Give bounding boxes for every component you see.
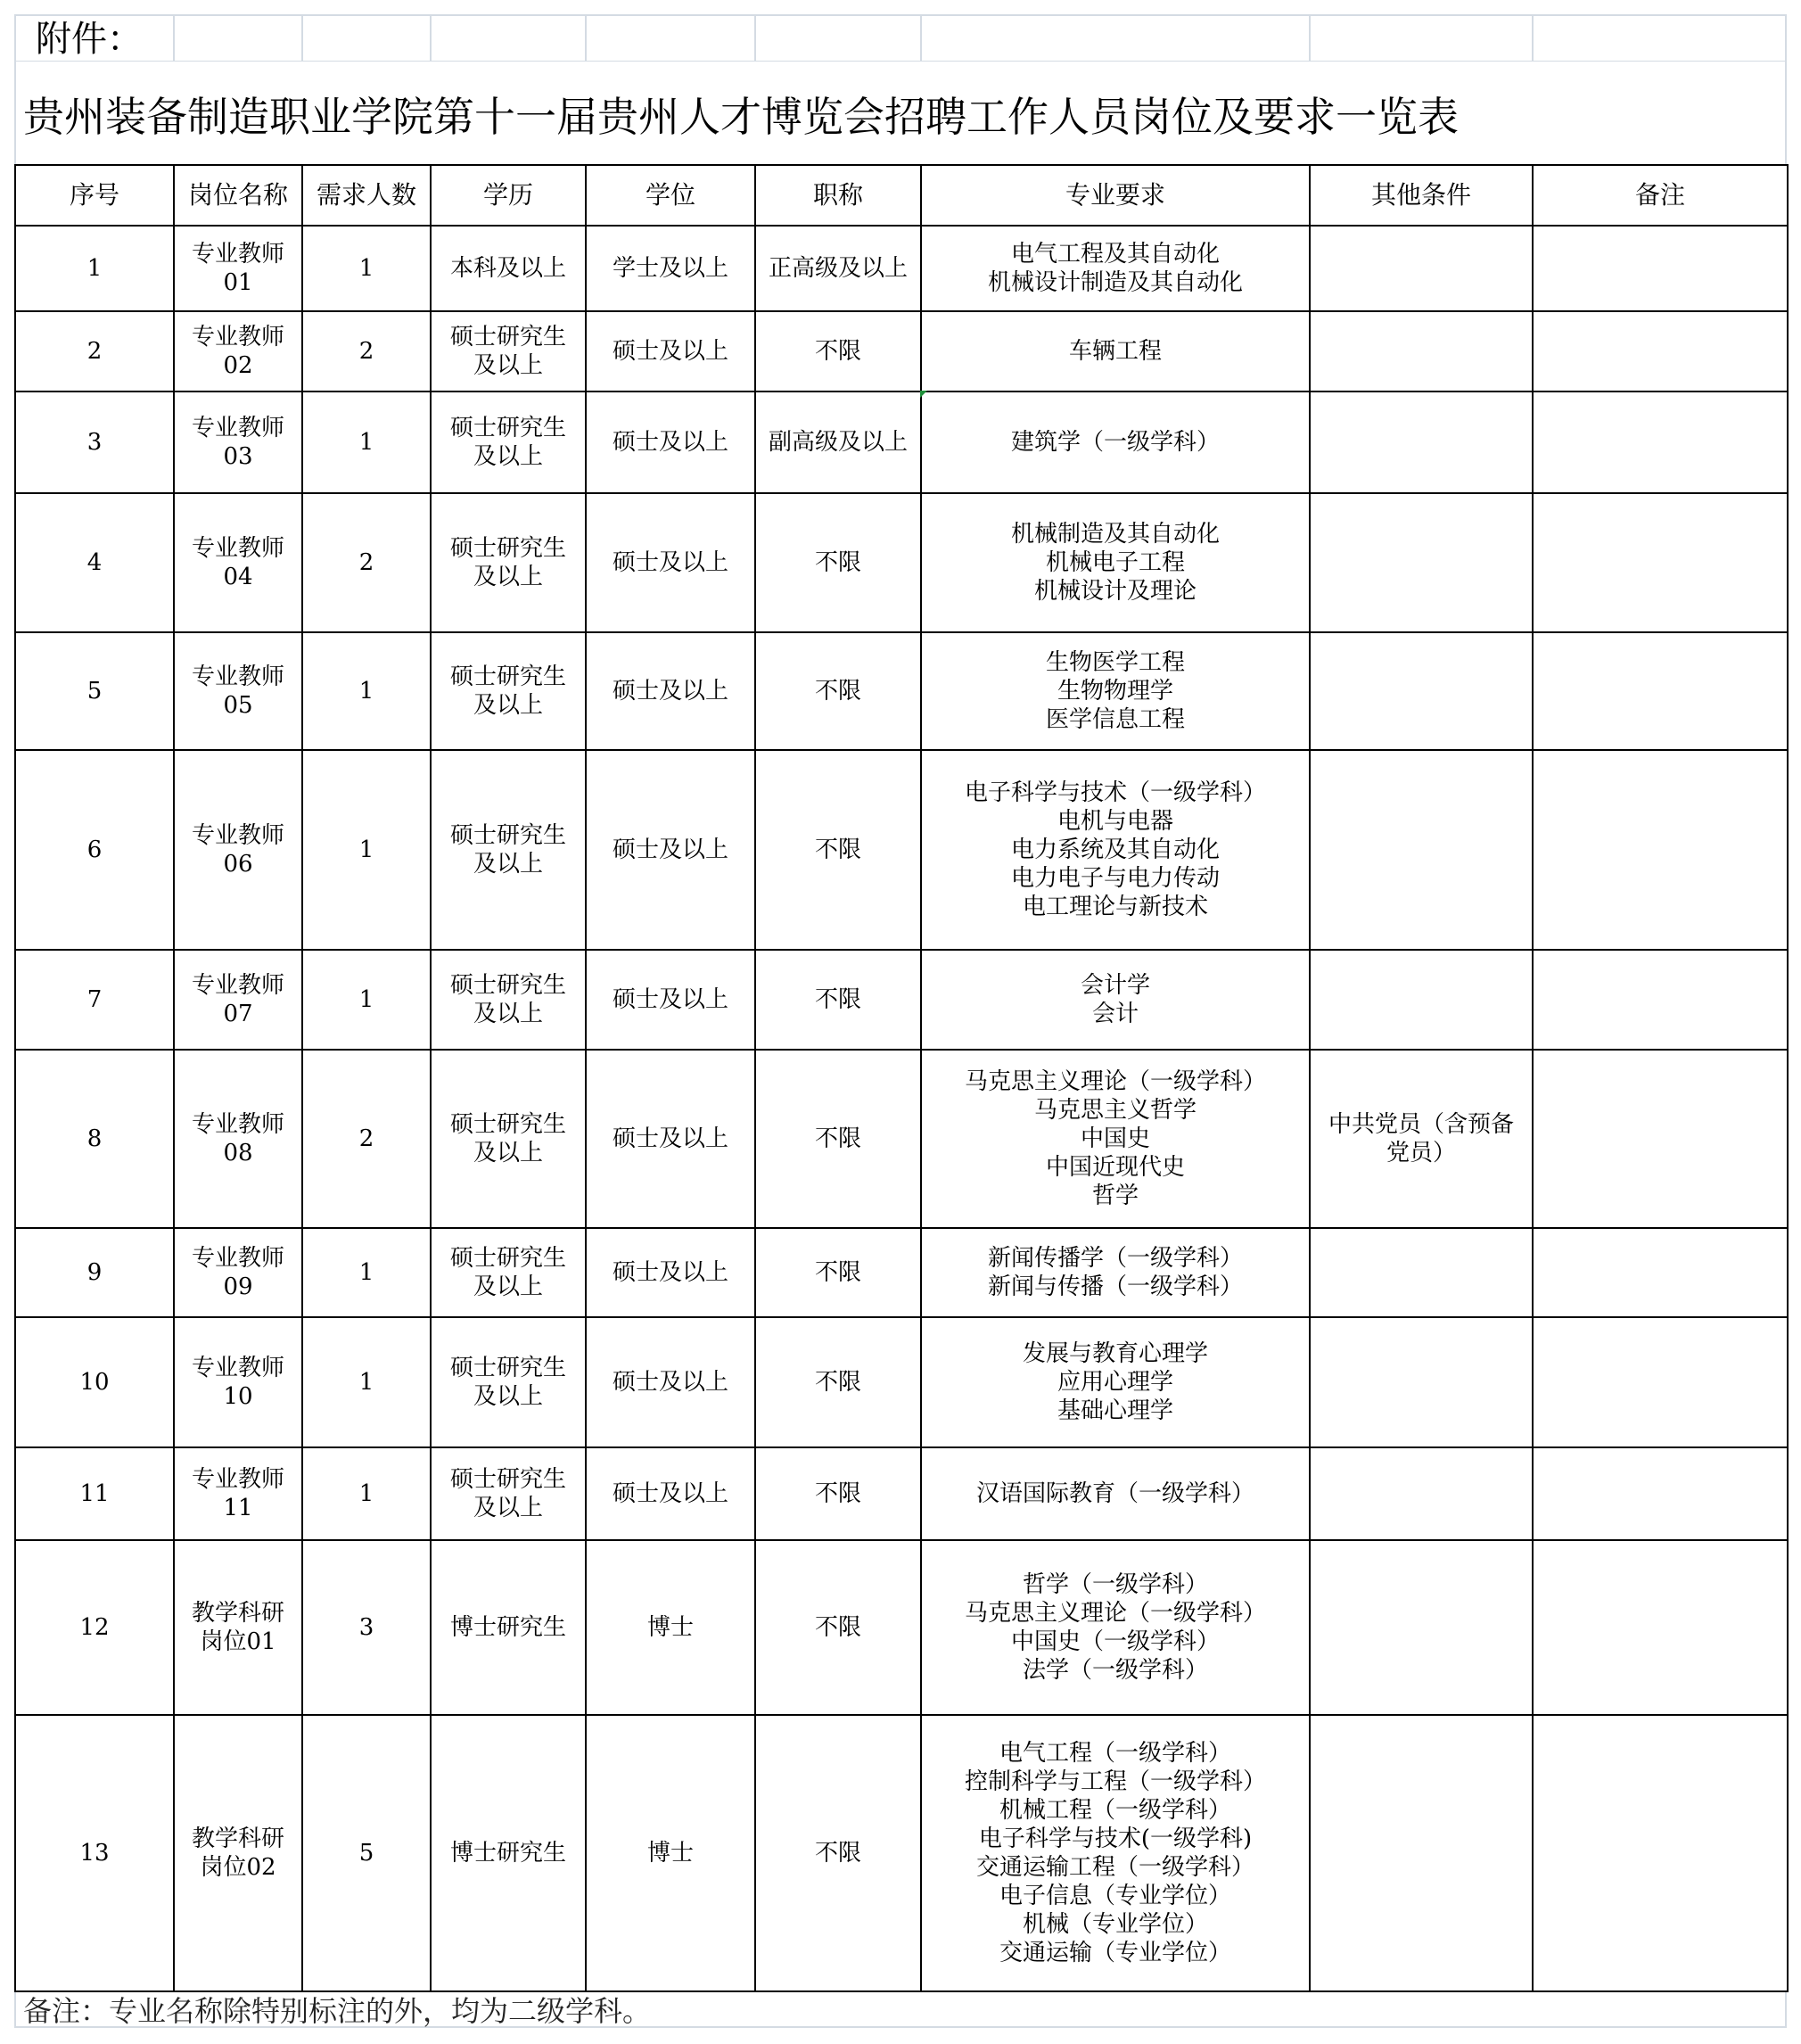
table-row — [15, 1317, 1788, 1447]
row-number-cell: 9 — [15, 1228, 174, 1317]
degree-cell: 硕士及以上 — [586, 750, 755, 950]
headcount-cell: 1 — [302, 1228, 431, 1317]
headcount-cell: 1 — [302, 391, 431, 493]
row-number-cell: 3 — [15, 391, 174, 493]
professional-title-cell: 不限 — [755, 1050, 921, 1228]
other-conditions-cell — [1310, 1228, 1533, 1317]
major-requirements-cell: 建筑学（一级学科） — [921, 391, 1310, 493]
degree-cell: 硕士及以上 — [586, 1228, 755, 1317]
title-row — [14, 62, 1787, 164]
remarks-cell — [1533, 311, 1788, 391]
position-name-cell: 专业教师 08 — [174, 1050, 302, 1228]
major-requirements-cell: 车辆工程 — [921, 311, 1310, 391]
position-name-cell: 专业教师 02 — [174, 311, 302, 391]
table-row — [15, 1050, 1788, 1228]
professional-title-cell: 不限 — [755, 1540, 921, 1715]
header-row — [15, 165, 1788, 226]
other-conditions-cell: 中共党员（含预备 党员） — [1310, 1050, 1533, 1228]
major-requirements-cell: 哲学（一级学科） 马克思主义理论（一级学科） 中国史（一级学科） 法学（一级学科） — [921, 1540, 1310, 1715]
headcount-cell: 1 — [302, 950, 431, 1050]
table-row — [15, 950, 1788, 1050]
remarks-cell — [1533, 1715, 1788, 1991]
remarks-cell — [1533, 493, 1788, 632]
degree-cell: 硕士及以上 — [586, 950, 755, 1050]
education-cell: 本科及以上 — [431, 226, 586, 311]
remarks-cell — [1533, 632, 1788, 750]
headcount-cell: 3 — [302, 1540, 431, 1715]
degree-cell: 博士 — [586, 1715, 755, 1991]
other-conditions-cell — [1310, 226, 1533, 311]
remarks-cell — [1533, 1050, 1788, 1228]
remarks-cell — [1533, 750, 1788, 950]
headcount-cell: 2 — [302, 311, 431, 391]
degree-cell: 硕士及以上 — [586, 311, 755, 391]
position-name-cell: 专业教师 07 — [174, 950, 302, 1050]
position-name-cell: 专业教师 09 — [174, 1228, 302, 1317]
other-conditions-cell — [1310, 750, 1533, 950]
degree-cell: 博士 — [586, 1540, 755, 1715]
major-requirements-cell: 发展与教育心理学 应用心理学 基础心理学 — [921, 1317, 1310, 1447]
table-row — [15, 1540, 1788, 1715]
position-name-cell: 专业教师 04 — [174, 493, 302, 632]
education-cell: 硕士研究生 及以上 — [431, 1317, 586, 1447]
major-requirements-cell: 电子科学与技术（一级学科） 电机与电器 电力系统及其自动化 电力电子与电力传动 电工理论与新技术 — [921, 750, 1310, 950]
header-cell: 职称 — [755, 165, 921, 226]
headcount-cell: 1 — [302, 750, 431, 950]
professional-title-cell: 不限 — [755, 1447, 921, 1540]
other-conditions-cell — [1310, 493, 1533, 632]
major-requirements-cell: 机械制造及其自动化 机械电子工程 机械设计及理论 — [921, 493, 1310, 632]
degree-cell: 硕士及以上 — [586, 1317, 755, 1447]
remarks-cell — [1533, 1540, 1788, 1715]
header-cell: 备注 — [1533, 165, 1788, 226]
major-requirements-cell: 新闻传播学（一级学科） 新闻与传播（一级学科） — [921, 1228, 1310, 1317]
degree-cell: 硕士及以上 — [586, 391, 755, 493]
row-number-cell: 5 — [15, 632, 174, 750]
major-requirements-cell: 汉语国际教育（一级学科） — [921, 1447, 1310, 1540]
major-requirements-cell: 生物医学工程 生物物理学 医学信息工程 — [921, 632, 1310, 750]
row-number-cell: 8 — [15, 1050, 174, 1228]
degree-cell: 学士及以上 — [586, 226, 755, 311]
remarks-cell — [1533, 391, 1788, 493]
major-requirements-cell: 会计学 会计 — [921, 950, 1310, 1050]
education-cell: 博士研究生 — [431, 1715, 586, 1991]
education-cell: 硕士研究生 及以上 — [431, 1447, 586, 1540]
degree-cell: 硕士及以上 — [586, 1050, 755, 1228]
professional-title-cell: 不限 — [755, 1715, 921, 1991]
table-row — [15, 632, 1788, 750]
other-conditions-cell — [1310, 950, 1533, 1050]
position-name-cell: 专业教师 03 — [174, 391, 302, 493]
professional-title-cell: 不限 — [755, 311, 921, 391]
table-row — [15, 1228, 1788, 1317]
position-name-cell: 教学科研 岗位01 — [174, 1540, 302, 1715]
gridline — [754, 16, 756, 61]
professional-title-cell: 副高级及以上 — [755, 391, 921, 493]
document-title: 贵州装备制造职业学院第十一届贵州人才博览会招聘工作人员岗位及要求一览表 — [23, 93, 1459, 141]
education-cell: 硕士研究生 及以上 — [431, 311, 586, 391]
footnote: 备注：专业名称除特别标注的外，均为二级学科。 — [23, 1994, 652, 2028]
education-cell: 博士研究生 — [431, 1540, 586, 1715]
attachment-row — [14, 14, 1787, 62]
remarks-cell — [1533, 1317, 1788, 1447]
professional-title-cell: 不限 — [755, 750, 921, 950]
gridline — [585, 16, 587, 61]
table-row — [15, 391, 1788, 493]
row-number-cell: 4 — [15, 493, 174, 632]
table-row — [15, 1715, 1788, 1991]
professional-title-cell: 不限 — [755, 493, 921, 632]
row-number-cell: 1 — [15, 226, 174, 311]
remarks-cell — [1533, 950, 1788, 1050]
position-name-cell: 专业教师 06 — [174, 750, 302, 950]
table-row — [15, 226, 1788, 311]
position-name-cell: 教学科研 岗位02 — [174, 1715, 302, 1991]
other-conditions-cell — [1310, 1540, 1533, 1715]
other-conditions-cell — [1310, 1317, 1533, 1447]
header-cell: 其他条件 — [1310, 165, 1533, 226]
header-cell: 专业要求 — [921, 165, 1310, 226]
education-cell: 硕士研究生 及以上 — [431, 750, 586, 950]
other-conditions-cell — [1310, 391, 1533, 493]
other-conditions-cell — [1310, 311, 1533, 391]
position-name-cell: 专业教师 11 — [174, 1447, 302, 1540]
cell-comment-marker — [920, 391, 927, 398]
table-row — [15, 493, 1788, 632]
footnote-row — [14, 1992, 1787, 2028]
row-number-cell: 7 — [15, 950, 174, 1050]
positions-table — [14, 164, 1789, 1992]
row-number-cell: 13 — [15, 1715, 174, 1991]
professional-title-cell: 不限 — [755, 950, 921, 1050]
degree-cell: 硕士及以上 — [586, 632, 755, 750]
position-name-cell: 专业教师 10 — [174, 1317, 302, 1447]
position-name-cell: 专业教师 01 — [174, 226, 302, 311]
education-cell: 硕士研究生 及以上 — [431, 391, 586, 493]
table-row — [15, 1447, 1788, 1540]
professional-title-cell: 不限 — [755, 632, 921, 750]
header-cell: 学位 — [586, 165, 755, 226]
headcount-cell: 2 — [302, 1050, 431, 1228]
header-cell: 序号 — [15, 165, 174, 226]
headcount-cell: 2 — [302, 493, 431, 632]
position-name-cell: 专业教师 05 — [174, 632, 302, 750]
professional-title-cell: 不限 — [755, 1317, 921, 1447]
headcount-cell: 1 — [302, 632, 431, 750]
table-row — [15, 750, 1788, 950]
degree-cell: 硕士及以上 — [586, 493, 755, 632]
remarks-cell — [1533, 1228, 1788, 1317]
education-cell: 硕士研究生 及以上 — [431, 493, 586, 632]
header-cell: 岗位名称 — [174, 165, 302, 226]
education-cell: 硕士研究生 及以上 — [431, 950, 586, 1050]
row-number-cell: 10 — [15, 1317, 174, 1447]
remarks-cell — [1533, 1447, 1788, 1540]
education-cell: 硕士研究生 及以上 — [431, 1228, 586, 1317]
gridline — [1532, 16, 1534, 61]
row-number-cell: 6 — [15, 750, 174, 950]
row-number-cell: 2 — [15, 311, 174, 391]
gridline — [430, 16, 432, 61]
header-cell: 需求人数 — [302, 165, 431, 226]
table-row — [15, 311, 1788, 391]
degree-cell: 硕士及以上 — [586, 1447, 755, 1540]
education-cell: 硕士研究生 及以上 — [431, 632, 586, 750]
professional-title-cell: 不限 — [755, 1228, 921, 1317]
major-requirements-cell: 电气工程及其自动化 机械设计制造及其自动化 — [921, 226, 1310, 311]
gridline — [301, 16, 303, 61]
attachment-label: 附件： — [36, 19, 143, 60]
remarks-cell — [1533, 226, 1788, 311]
other-conditions-cell — [1310, 632, 1533, 750]
major-requirements-cell: 马克思主义理论（一级学科） 马克思主义哲学 中国史 中国近现代史 哲学 — [921, 1050, 1310, 1228]
other-conditions-cell — [1310, 1715, 1533, 1991]
gridline — [173, 16, 175, 61]
other-conditions-cell — [1310, 1447, 1533, 1540]
professional-title-cell: 正高级及以上 — [755, 226, 921, 311]
headcount-cell: 1 — [302, 1447, 431, 1540]
gridline — [1309, 16, 1311, 61]
headcount-cell: 1 — [302, 1317, 431, 1447]
headcount-cell: 5 — [302, 1715, 431, 1991]
table-body — [15, 226, 1788, 1991]
row-number-cell: 11 — [15, 1447, 174, 1540]
headcount-cell: 1 — [302, 226, 431, 311]
spreadsheet — [14, 14, 1787, 2028]
gridline — [920, 16, 922, 61]
education-cell: 硕士研究生 及以上 — [431, 1050, 586, 1228]
major-requirements-cell: 电气工程（一级学科） 控制科学与工程（一级学科） 机械工程（一级学科） 电子科学与技术(一级学科) 交通运输工程（一级学科） 电子信息（专业学位） 机械（专业学位） 交通运输（专业学位） — [921, 1715, 1310, 1991]
header-cell: 学历 — [431, 165, 586, 226]
row-number-cell: 12 — [15, 1540, 174, 1715]
